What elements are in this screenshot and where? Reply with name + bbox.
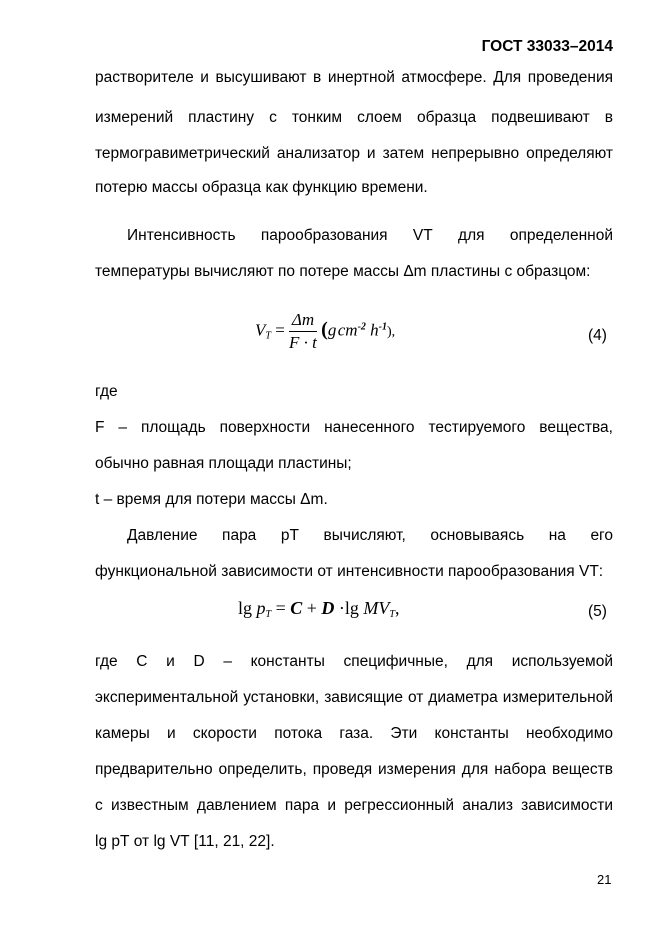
- formula-units: g cm: [327, 320, 358, 340]
- paragraph-line: растворителе и высушивают в инертной атмосфере. Для проведения: [95, 69, 613, 86]
- formula-denominator: F · t: [289, 333, 317, 352]
- paragraph-line: функциональной зависимости от интенсивности парообразования VТ:: [95, 563, 604, 580]
- paragraph-line: температуры вычисляют по потере массы Δm пластины с образцом:: [95, 263, 591, 280]
- formula-intensity: $V_T$ = $\frac{\Delta m}{F \cdot t}$ (g $cm^{-2}$ $h^{-1}$),: [255, 310, 396, 352]
- formula-pressure: $\lg p_T = C + D \cdot\lg$ $MV_T$,: [238, 598, 400, 620]
- paragraph-line: потерю массы образца как функцию времени.: [95, 179, 428, 196]
- paragraph-line: с известным давлением пара и регрессионный анализ зависимости: [95, 797, 613, 814]
- paragraph-line: термогравиметрический анализатор и затем непрерывно определяют: [95, 145, 613, 162]
- paragraph-line: Интенсивность парообразования VТ для определенной: [127, 227, 613, 244]
- document-header: ГОСТ 33033–2014: [481, 38, 613, 55]
- paragraph-line: предварительно определить, проведя измерения для набора веществ: [95, 761, 613, 778]
- formula-numerator: Δm: [289, 310, 317, 332]
- paragraph-line: измерений пластину с тонким слоем образца подвешивают в: [95, 109, 613, 126]
- equation-number: (4): [588, 327, 607, 344]
- formula-lhs-subscript: T: [265, 330, 271, 342]
- where-label: где: [95, 383, 118, 400]
- equation-number: (5): [588, 603, 607, 620]
- paragraph-line: где C и D – константы специфичные, для используемой: [95, 653, 613, 670]
- paragraph-line: камеры и скорости потока газа. Эти константы необходимо: [95, 725, 613, 742]
- definition-t: t – время для потери массы Δm.: [95, 491, 328, 508]
- paragraph-line: экспериментальной установки, зависящие от диаметра измерительной: [95, 689, 613, 706]
- formula-lhs: V: [255, 320, 266, 340]
- formula-fraction: [289, 310, 317, 353]
- paragraph-line: Давление пара pТ вычисляют, основываясь на его: [127, 527, 613, 544]
- page-number: 21: [597, 872, 612, 887]
- definition-f-continuation: обычно равная площади пластины;: [95, 455, 352, 472]
- definition-f: F – площадь поверхности нанесенного тестируемого вещества,: [95, 419, 613, 436]
- paragraph-line: lg pТ от lg VТ [11, 21, 22].: [95, 833, 275, 850]
